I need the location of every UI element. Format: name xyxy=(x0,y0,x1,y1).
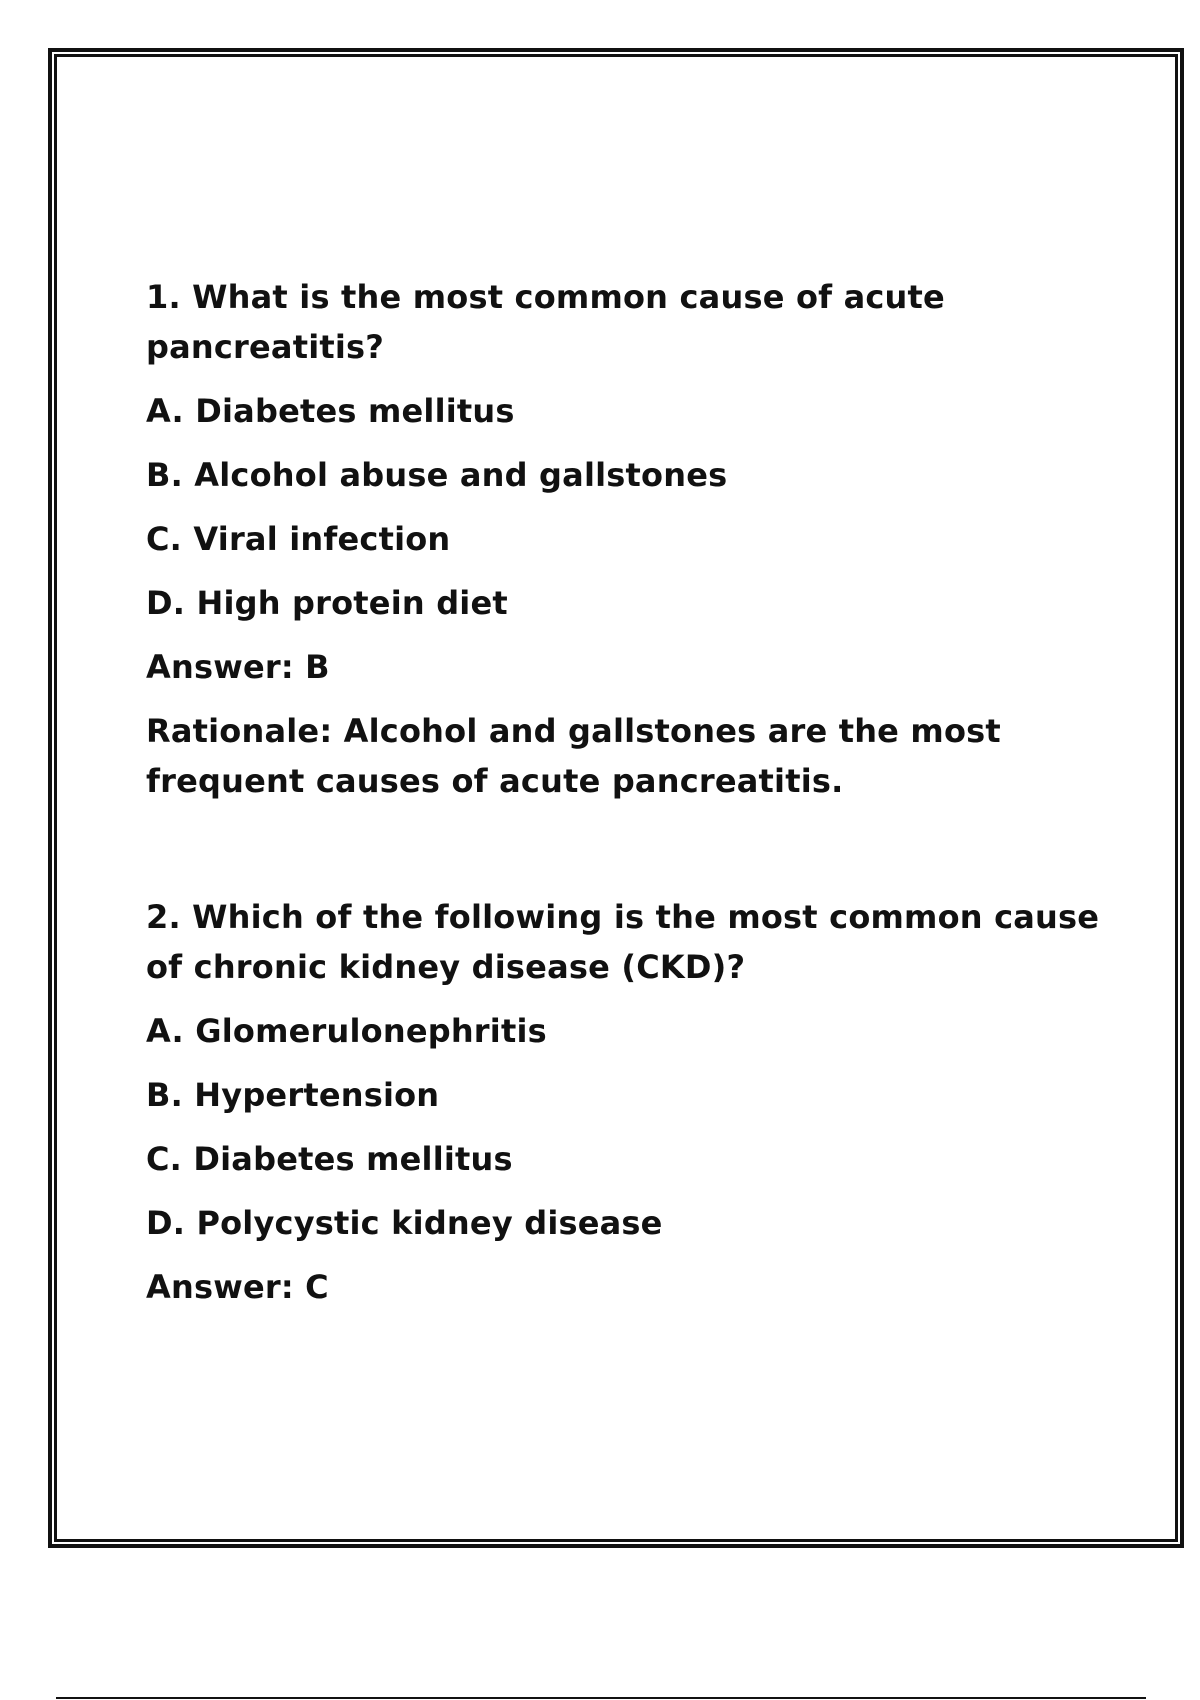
answer-text: Answer: C xyxy=(146,1268,329,1306)
question-text: 1. What is the most common cause of acute pancreatitis? xyxy=(146,278,945,366)
option-c: C. Viral infection xyxy=(146,520,451,558)
rationale-text: Rationale: Alcohol and gallstones are the most frequent causes of acute pancreatitis. xyxy=(146,712,1001,800)
option-c: C. Diabetes mellitus xyxy=(146,1140,513,1178)
option-b: B. Hypertension xyxy=(146,1076,440,1114)
question-block-1 xyxy=(146,272,1106,806)
quiz-content xyxy=(146,272,1106,1326)
option-b: B. Alcohol abuse and gallstones xyxy=(146,456,728,494)
footer-divider xyxy=(56,1697,1146,1699)
option-a: A. Diabetes mellitus xyxy=(146,392,515,430)
question-text: 2. Which of the following is the most common cause of chronic kidney disease (CKD)? xyxy=(146,898,1100,986)
option-d: D. High protein diet xyxy=(146,584,508,622)
answer-text: Answer: B xyxy=(146,648,330,686)
option-a: A. Glomerulonephritis xyxy=(146,1012,547,1050)
option-d: D. Polycystic kidney disease xyxy=(146,1204,663,1242)
question-block-2 xyxy=(146,892,1106,1312)
